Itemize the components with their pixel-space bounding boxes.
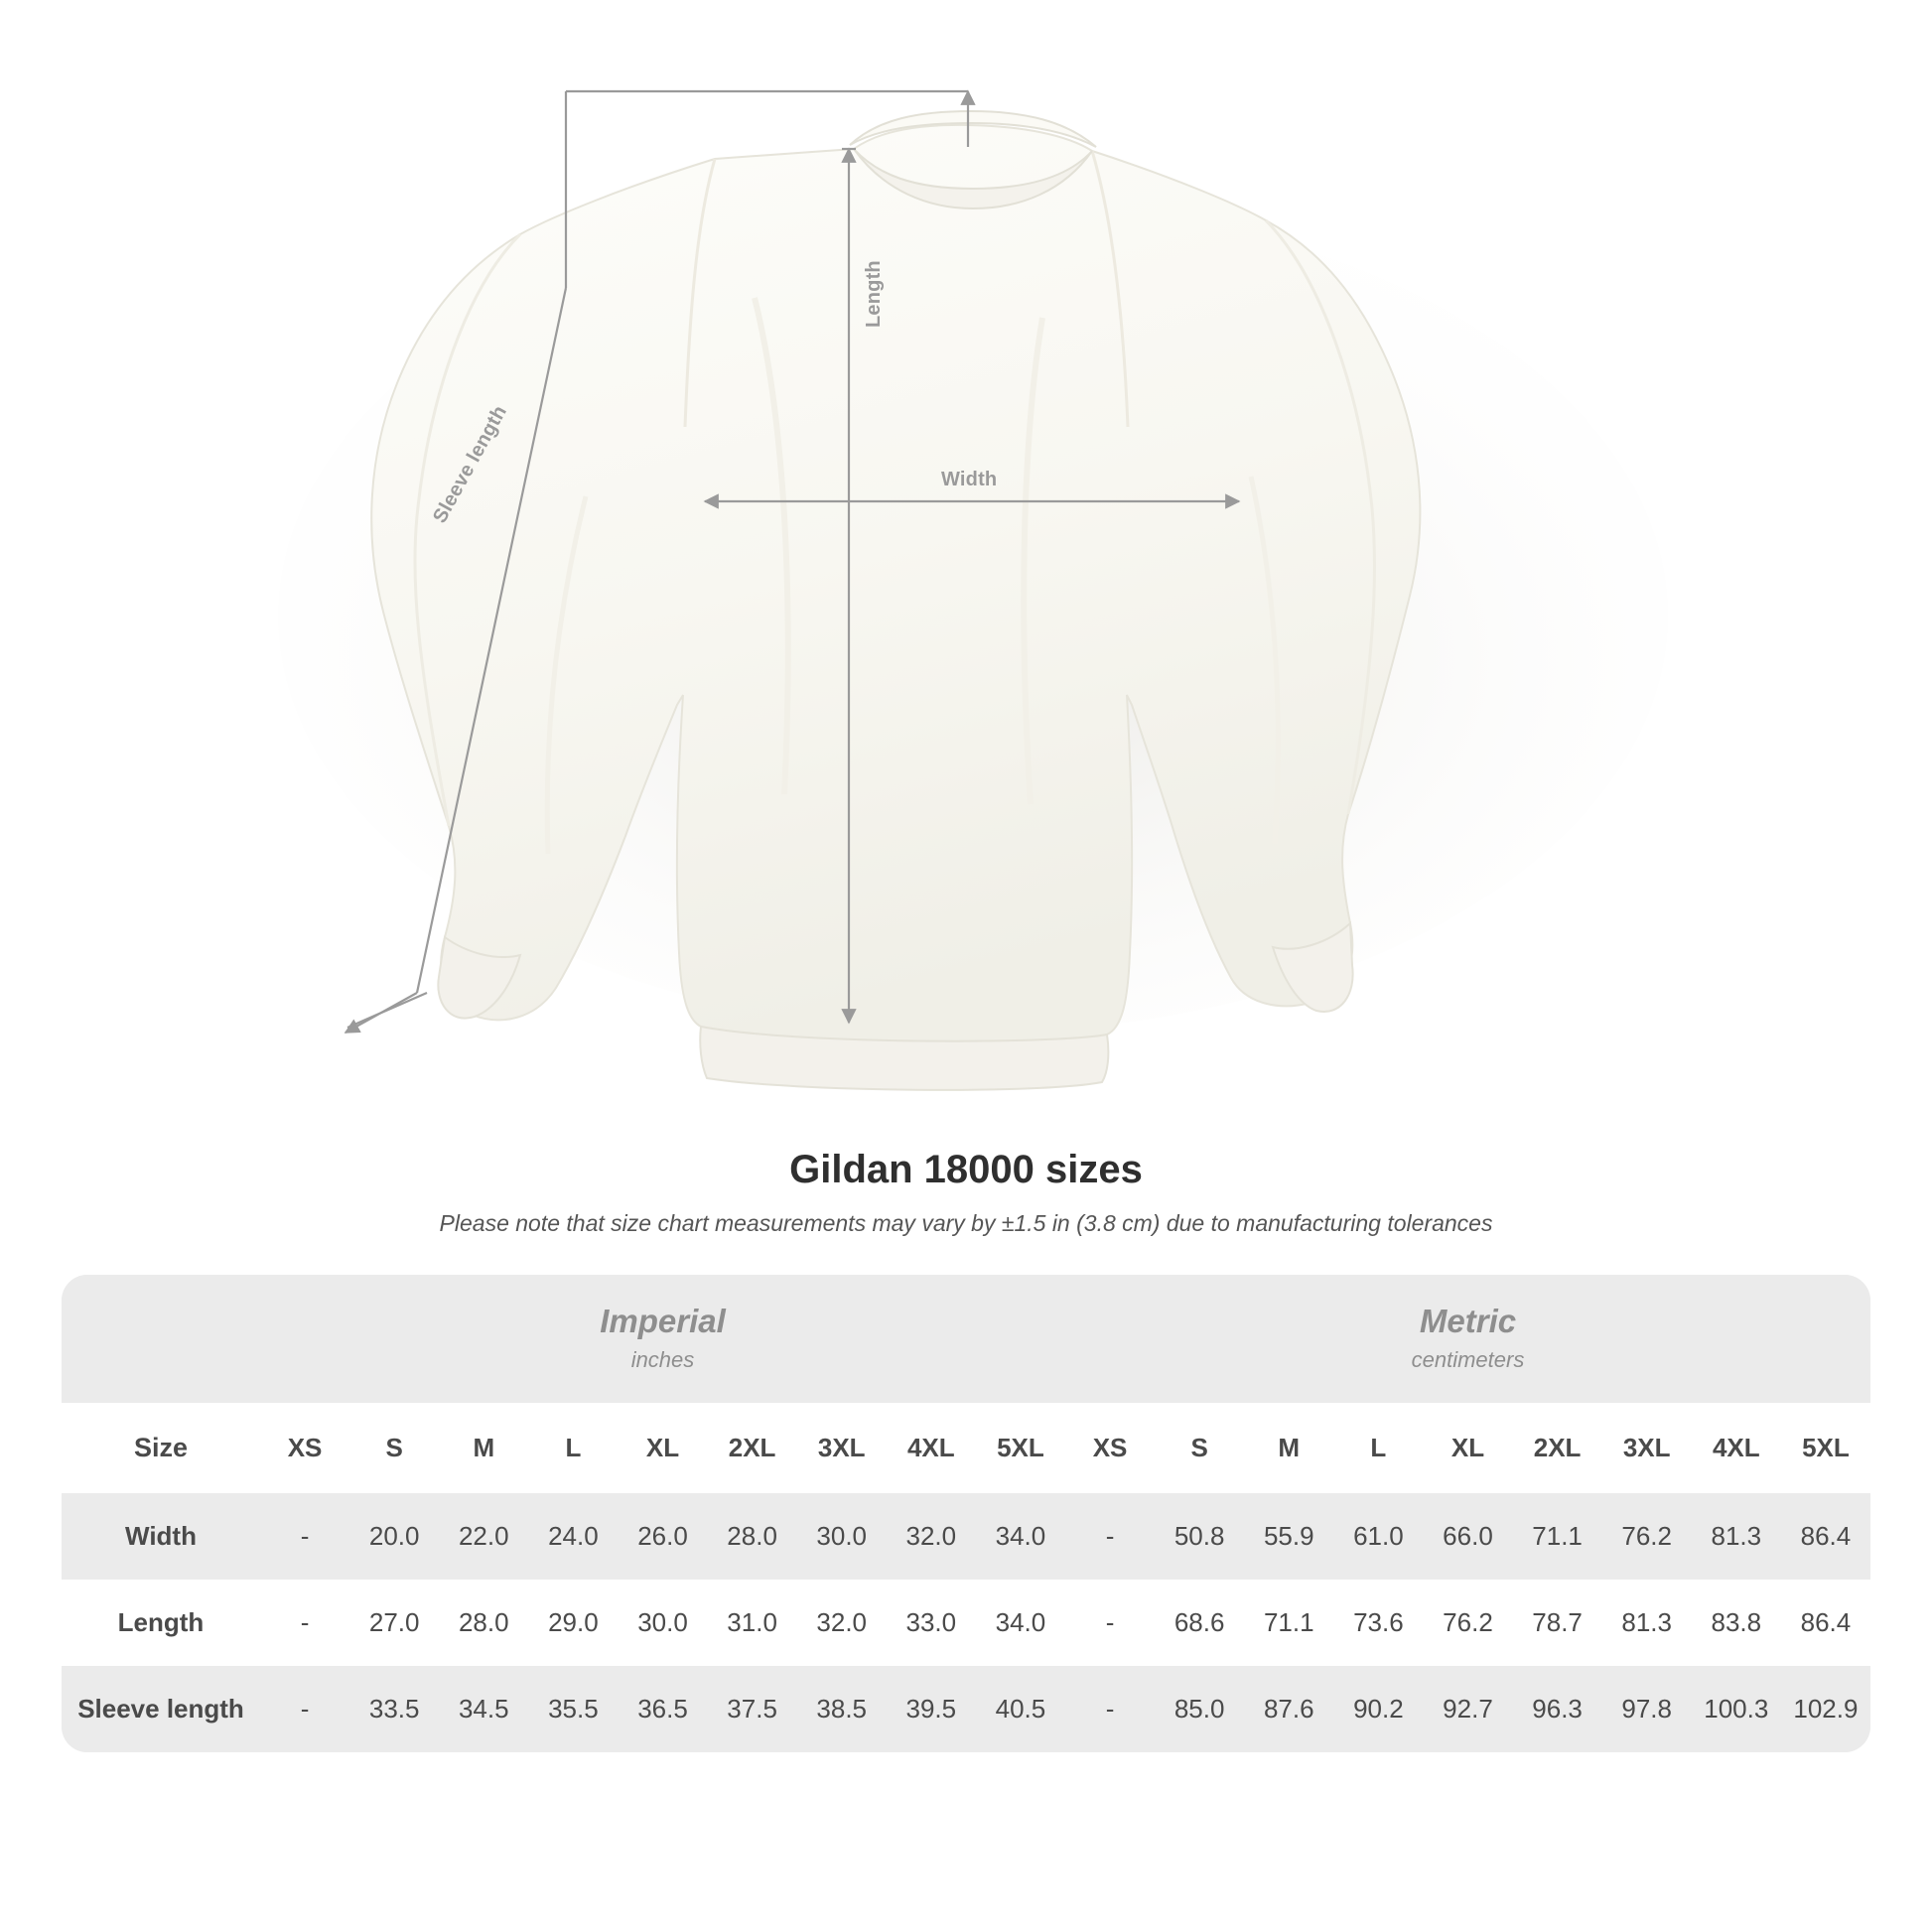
cell-sleeve-met-3xl: 97.8	[1602, 1666, 1692, 1752]
cell-sleeve-met-s: 85.0	[1155, 1666, 1244, 1752]
cell-width-imp-s: 20.0	[349, 1493, 439, 1580]
cell-sleeve-imp-2xl: 37.5	[708, 1666, 797, 1752]
cell-length-met-5xl: 86.4	[1781, 1580, 1870, 1666]
cell-width-met-l: 61.0	[1333, 1493, 1423, 1580]
row-label-width: Width	[62, 1493, 260, 1580]
cell-width-met-4xl: 81.3	[1692, 1493, 1781, 1580]
sleeve-length-dimension-label: Sleeve length	[429, 401, 512, 527]
col-imperial-m: M	[439, 1403, 528, 1493]
cell-length-met-xs: -	[1065, 1580, 1155, 1666]
col-imperial-l: L	[528, 1403, 618, 1493]
cell-sleeve-met-xl: 92.7	[1423, 1666, 1512, 1752]
col-imperial-xs: XS	[260, 1403, 349, 1493]
table-row-sleeve-length	[62, 1666, 1870, 1752]
table-row-width	[62, 1493, 1870, 1580]
cell-length-imp-4xl: 33.0	[887, 1580, 976, 1666]
col-imperial-s: S	[349, 1403, 439, 1493]
cell-length-met-m: 71.1	[1244, 1580, 1333, 1666]
cell-length-imp-xl: 30.0	[618, 1580, 707, 1666]
cell-length-met-s: 68.6	[1155, 1580, 1244, 1666]
cell-width-imp-l: 24.0	[528, 1493, 618, 1580]
cell-sleeve-met-l: 90.2	[1333, 1666, 1423, 1752]
col-metric-2xl: 2XL	[1513, 1403, 1602, 1493]
cell-length-imp-s: 27.0	[349, 1580, 439, 1666]
cell-sleeve-imp-4xl: 39.5	[887, 1666, 976, 1752]
cell-length-imp-m: 28.0	[439, 1580, 528, 1666]
cell-sleeve-met-4xl: 100.3	[1692, 1666, 1781, 1752]
cell-width-met-2xl: 71.1	[1513, 1493, 1602, 1580]
cell-width-imp-m: 22.0	[439, 1493, 528, 1580]
size-header-label: Size	[62, 1403, 260, 1493]
cell-width-imp-3xl: 30.0	[797, 1493, 887, 1580]
col-metric-s: S	[1155, 1403, 1244, 1493]
tolerance-note: Please note that size chart measurements may vary by ±1.5 in (3.8 cm) due to manufacturing tolerances	[439, 1210, 1493, 1236]
page-title: Gildan 18000 sizes	[789, 1148, 1143, 1191]
cell-width-met-5xl: 86.4	[1781, 1493, 1870, 1580]
row-label-length: Length	[62, 1580, 260, 1666]
row-label-sleeve-length: Sleeve length	[62, 1666, 260, 1752]
col-metric-m: M	[1244, 1403, 1333, 1493]
col-metric-5xl: 5XL	[1781, 1403, 1870, 1493]
col-metric-3xl: 3XL	[1602, 1403, 1692, 1493]
metric-unit-header: Metric centimeters	[1065, 1275, 1870, 1403]
col-metric-xs: XS	[1065, 1403, 1155, 1493]
cell-length-imp-xs: -	[260, 1580, 349, 1666]
unit-header-spacer	[62, 1275, 260, 1403]
cell-length-imp-5xl: 34.0	[976, 1580, 1065, 1666]
cell-width-imp-4xl: 32.0	[887, 1493, 976, 1580]
cell-sleeve-imp-3xl: 38.5	[797, 1666, 887, 1752]
size-header-row	[62, 1403, 1870, 1493]
cell-width-met-3xl: 76.2	[1602, 1493, 1692, 1580]
cell-length-met-4xl: 83.8	[1692, 1580, 1781, 1666]
cell-length-met-3xl: 81.3	[1602, 1580, 1692, 1666]
cell-width-met-xl: 66.0	[1423, 1493, 1512, 1580]
size-table-container	[62, 1275, 1870, 1752]
cell-sleeve-imp-m: 34.5	[439, 1666, 528, 1752]
cell-width-met-xs: -	[1065, 1493, 1155, 1580]
col-imperial-4xl: 4XL	[887, 1403, 976, 1493]
cell-sleeve-imp-xs: -	[260, 1666, 349, 1752]
cell-sleeve-met-5xl: 102.9	[1781, 1666, 1870, 1752]
cell-length-met-l: 73.6	[1333, 1580, 1423, 1666]
size-table	[62, 1275, 1870, 1752]
cell-sleeve-met-xs: -	[1065, 1666, 1155, 1752]
cell-sleeve-imp-5xl: 40.5	[976, 1666, 1065, 1752]
cell-length-met-2xl: 78.7	[1513, 1580, 1602, 1666]
cell-width-imp-xl: 26.0	[618, 1493, 707, 1580]
cell-width-imp-xs: -	[260, 1493, 349, 1580]
cell-width-met-m: 55.9	[1244, 1493, 1333, 1580]
col-imperial-3xl: 3XL	[797, 1403, 887, 1493]
col-metric-4xl: 4XL	[1692, 1403, 1781, 1493]
col-imperial-xl: XL	[618, 1403, 707, 1493]
width-dimension-label: Width	[941, 469, 998, 490]
length-dimension-label: Length	[863, 260, 885, 328]
col-metric-l: L	[1333, 1403, 1423, 1493]
cell-length-imp-2xl: 31.0	[708, 1580, 797, 1666]
cell-length-met-xl: 76.2	[1423, 1580, 1512, 1666]
cell-sleeve-met-2xl: 96.3	[1513, 1666, 1602, 1752]
cell-width-imp-2xl: 28.0	[708, 1493, 797, 1580]
cell-sleeve-met-m: 87.6	[1244, 1666, 1333, 1752]
col-imperial-5xl: 5XL	[976, 1403, 1065, 1493]
col-metric-xl: XL	[1423, 1403, 1512, 1493]
cell-width-imp-5xl: 34.0	[976, 1493, 1065, 1580]
title-block	[0, 1148, 1932, 1237]
cell-length-imp-3xl: 32.0	[797, 1580, 887, 1666]
col-imperial-2xl: 2XL	[708, 1403, 797, 1493]
cell-length-imp-l: 29.0	[528, 1580, 618, 1666]
cell-width-met-s: 50.8	[1155, 1493, 1244, 1580]
cell-sleeve-imp-xl: 36.5	[618, 1666, 707, 1752]
table-row-length	[62, 1580, 1870, 1666]
unit-header-row	[62, 1275, 1870, 1403]
cell-sleeve-imp-l: 35.5	[528, 1666, 618, 1752]
imperial-unit-header: Imperial inches	[260, 1275, 1065, 1403]
cell-sleeve-imp-s: 33.5	[349, 1666, 439, 1752]
